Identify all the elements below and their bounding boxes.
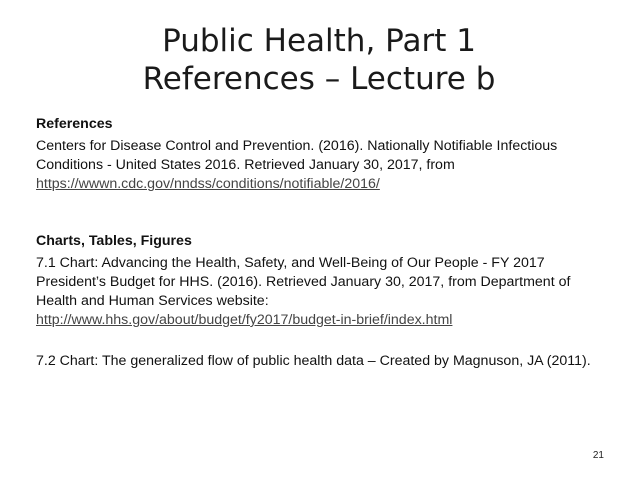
page-number: 21 — [592, 450, 604, 461]
reference-text-line: Centers for Disease Control and Prevention. (2016). Nationally Notifiable Infectious — [36, 138, 558, 154]
slide-body — [36, 115, 606, 371]
title-line-1: Public Health, Part 1 — [162, 23, 476, 59]
section-spacer — [36, 194, 606, 232]
chart-reference-link-hhs[interactable]: http://www.hhs.gov/about/budget/fy2017/budget-in-brief/index.html — [36, 312, 453, 328]
title-line-2: References – Lecture b — [142, 61, 496, 97]
reference-item-cdc — [36, 137, 606, 194]
chart-reference-text-line: Health and Human Services website: — [36, 293, 269, 309]
slide-title — [0, 22, 638, 98]
item-spacer — [36, 330, 606, 352]
reference-text-line: Conditions - United States 2016. Retrieved January 30, 2017, from — [36, 157, 455, 173]
chart-reference-7-2 — [36, 352, 606, 371]
references-heading: References — [36, 116, 113, 132]
chart-reference-text-line: 7.1 Chart: Advancing the Health, Safety, and Well-Being of Our People - FY 2017 — [36, 255, 545, 271]
chart-reference-text-line: President’s Budget for HHS. (2016). Retrieved January 30, 2017, from Department of — [36, 274, 571, 290]
chart-reference-7-1 — [36, 254, 606, 330]
reference-link-cdc[interactable]: https://wwwn.cdc.gov/nndss/conditions/notifiable/2016/ — [36, 176, 380, 192]
chart-reference-text-line: 7.2 Chart: The generalized flow of public health data – Created by Magnuson, JA (2011). — [36, 353, 591, 369]
charts-heading: Charts, Tables, Figures — [36, 233, 192, 249]
